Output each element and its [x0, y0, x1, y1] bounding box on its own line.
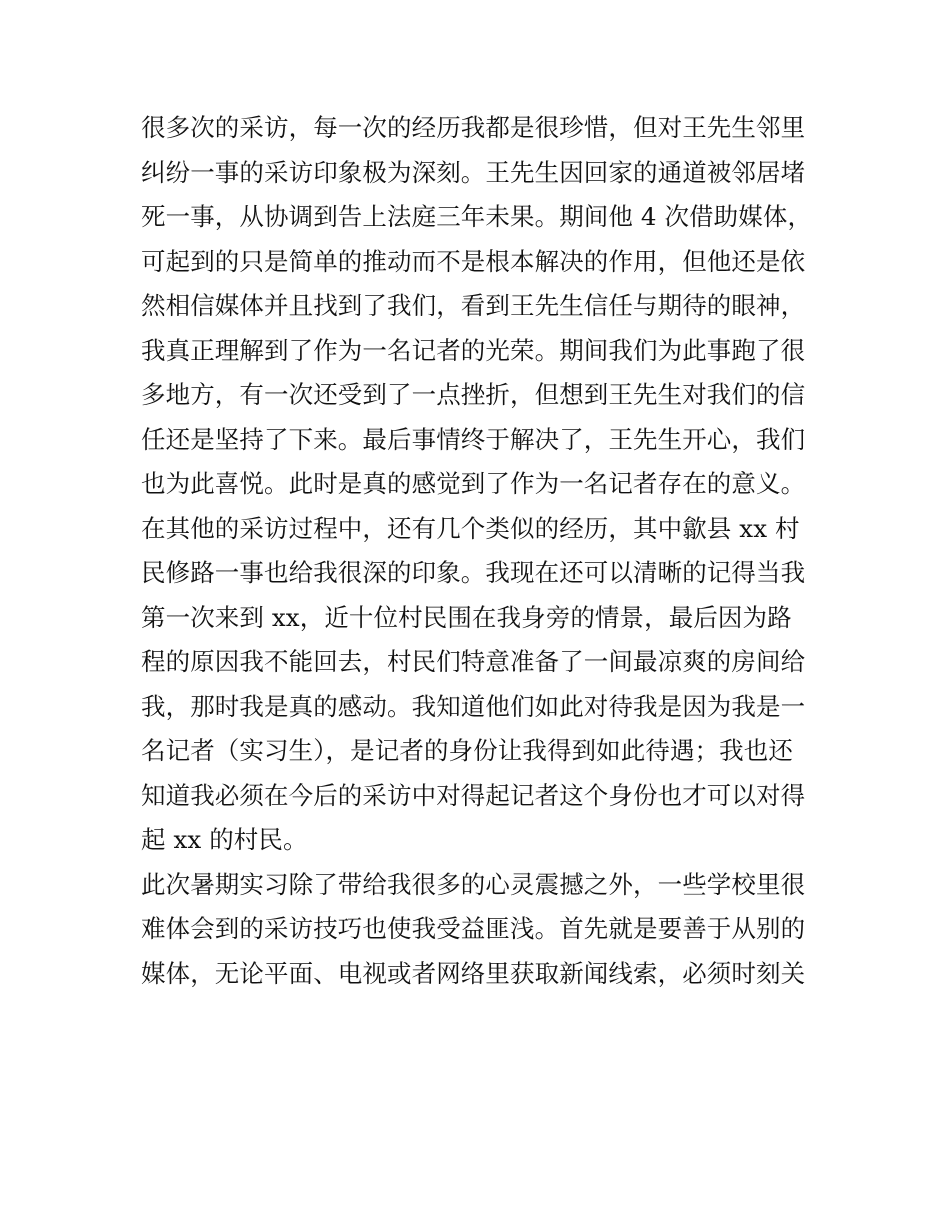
text-line: 我，那时我是真的感动。我知道他们如此对待我是因为我是一 [141, 691, 806, 721]
text-line: 也为此喜悦。此时是真的感觉到了作为一名记者存在的意义。 [141, 469, 806, 498]
text-line: 名记者（实习生），是记者的身份让我得到如此待遇；我也还 [141, 736, 793, 765]
text-line: 死一事，从协调到告上法庭三年未果。期间他 4 次借助媒体， [141, 202, 813, 231]
text-line: 可起到的只是简单的推动而不是根本解决的作用，但他还是依 [141, 246, 806, 276]
text-line: 程的原因我不能回去，村民们特意准备了一间最凉爽的房间给 [141, 647, 806, 676]
text-line: 媒体，无论平面、电视或者网络里获取新闻线索，必须时刻关 [141, 958, 806, 988]
text-line: 难体会到的采访技巧也使我受益匪浅。首先就是要善于从别的 [141, 914, 806, 943]
text-line: 民修路一事也给我很深的印象。我现在还可以清晰的记得当我 [141, 558, 806, 587]
text-line: 我真正理解到了作为一名记者的光荣。期间我们为此事跑了很 [141, 335, 806, 365]
text-line: 很多次的采访，每一次的经历我都是很珍惜，但对王先生邻里 [141, 113, 806, 142]
text-line: 此次暑期实习除了带给我很多的心灵震撼之外，一些学校里很 [141, 869, 806, 899]
text-line: 然相信媒体并且找到了我们，看到王先生信任与期待的眼神， [141, 291, 806, 320]
body-text [141, 106, 821, 996]
text-line: 第一次来到 xx，近十位村民围在我身旁的情景，最后因为路 [141, 602, 792, 632]
text-line: 知道我必须在今后的采访中对得起记者这个身份也才可以对得 [141, 780, 806, 810]
text-line: 任还是坚持了下来。最后事情终于解决了，王先生开心，我们 [141, 424, 806, 454]
text-line: 在其他的采访过程中，还有几个类似的经历，其中歙县 xx 村 [141, 513, 800, 543]
text-line: 起 xx 的村民。 [141, 825, 308, 854]
text-line: 多地方，有一次还受到了一点挫折，但想到王先生对我们的信 [141, 380, 806, 409]
text-line: 纠纷一事的采访印象极为深刻。王先生因回家的通道被邻居堵 [141, 157, 806, 187]
